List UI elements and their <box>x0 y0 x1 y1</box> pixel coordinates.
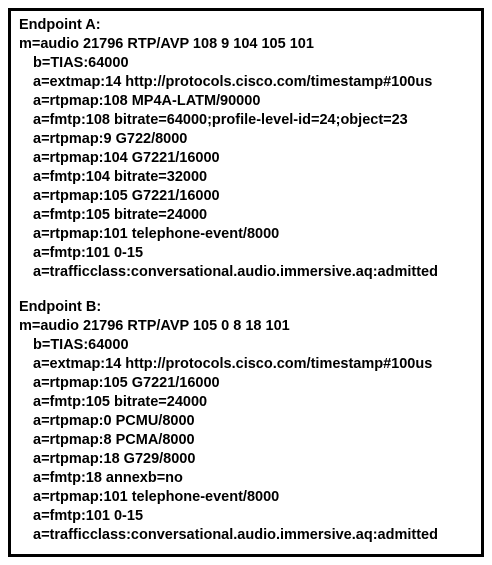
endpoint-b-attribute: a=extmap:14 http://protocols.cisco.com/timestamp#100us <box>33 356 433 372</box>
endpoint-b-attribute: a=trafficclass:conversational.audio.immersive.aq:admitted <box>33 527 438 543</box>
endpoint-b-title: Endpoint B: <box>19 299 102 315</box>
endpoint-a-attribute: a=rtpmap:9 G722/8000 <box>33 131 188 147</box>
endpoint-b-attribute: a=rtpmap:8 PCMA/8000 <box>33 432 195 448</box>
endpoint-a-attribute: a=rtpmap:108 MP4A-LATM/90000 <box>33 93 261 109</box>
endpoint-b-attribute: a=rtpmap:105 G7221/16000 <box>33 375 220 391</box>
sdp-document-frame <box>8 8 484 557</box>
endpoint-b-media-line: m=audio 21796 RTP/AVP 105 0 8 18 101 <box>19 318 290 334</box>
endpoint-a-attribute: a=rtpmap:101 telephone-event/8000 <box>33 226 280 242</box>
endpoint-a-attribute: a=fmtp:104 bitrate=32000 <box>33 169 208 185</box>
endpoint-a-title: Endpoint A: <box>19 17 101 33</box>
endpoint-a-section <box>19 16 477 282</box>
endpoint-a-attribute: a=rtpmap:105 G7221/16000 <box>33 188 220 204</box>
endpoint-a-attribute: a=rtpmap:104 G7221/16000 <box>33 150 220 166</box>
endpoint-b-attribute: a=fmtp:101 0-15 <box>33 508 144 524</box>
endpoint-a-attribute: b=TIAS:64000 <box>33 55 129 71</box>
endpoint-a-attribute: a=fmtp:101 0-15 <box>33 245 144 261</box>
endpoint-b-attribute: a=rtpmap:101 telephone-event/8000 <box>33 489 280 505</box>
endpoint-b-section <box>19 298 477 545</box>
endpoint-a-media-line: m=audio 21796 RTP/AVP 108 9 104 105 101 <box>19 36 314 52</box>
endpoint-a-attribute: a=fmtp:108 bitrate=64000;profile-level-id=24;object=23 <box>33 112 408 128</box>
endpoint-b-attribute: a=fmtp:18 annexb=no <box>33 470 183 486</box>
endpoint-b-attribute: a=rtpmap:0 PCMU/8000 <box>33 413 195 429</box>
endpoint-b-attribute: a=fmtp:105 bitrate=24000 <box>33 394 208 410</box>
endpoint-b-attribute: b=TIAS:64000 <box>33 337 129 353</box>
endpoint-a-attribute: a=extmap:14 http://protocols.cisco.com/timestamp#100us <box>33 74 433 90</box>
endpoint-a-attribute: a=trafficclass:conversational.audio.immersive.aq:admitted <box>33 264 438 280</box>
endpoint-b-attribute: a=rtpmap:18 G729/8000 <box>33 451 196 467</box>
endpoint-a-attribute: a=fmtp:105 bitrate=24000 <box>33 207 208 223</box>
